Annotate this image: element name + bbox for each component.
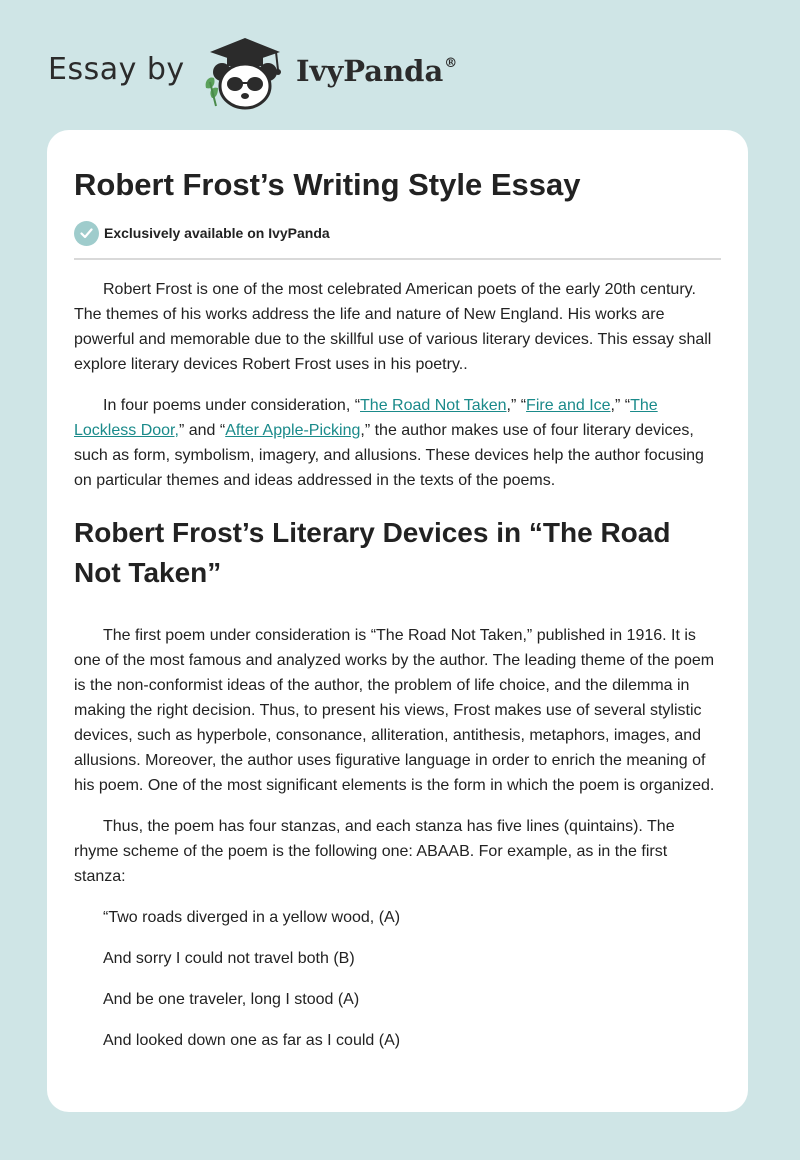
brand-prefix: Essay by	[48, 52, 185, 87]
brand-name-text: IvyPanda	[296, 54, 444, 88]
essay-title: Robert Frost’s Writing Style Essay	[74, 167, 581, 202]
link-after-apple-picking[interactable]: After Apple-Picking	[225, 422, 361, 439]
p2-text-1: In four poems under consideration, “	[103, 397, 361, 414]
verse-line: And looked down one as far as I could (A)	[103, 1032, 401, 1049]
verse-line: “Two roads diverged in a yellow wood, (A)	[103, 909, 401, 926]
panda-logo-icon[interactable]	[200, 36, 290, 110]
paragraph-first-poem: The first poem under consideration is “The Road Not Taken,” published in 1916. It is one of the most famous and analyzed works by the author. The leading theme of the poem is the non-conformist ideas of the author, the problem of life choice, and the dilemma in making the right decision. Thus, to present his views, Frost makes use of several stylistic devices, such as hyperbole, consonance, alliteration, antithesis, metaphors, images, and allusions. Moreover, the author uses figurative language in order to enrich the meaning of his poem. One of the most significant elements is the form in which the poem is organized.	[74, 627, 715, 794]
section-heading: Robert Frost’s Literary Devices in “The Road Not Taken”	[74, 517, 671, 588]
check-icon	[74, 221, 99, 246]
p2-text-4: ” and “	[178, 422, 226, 439]
brand-name[interactable]	[296, 54, 457, 88]
p2-text-5: ,” the author makes use of four literary devices, such as form, symbolism, imagery, and allusions. These devices help the author focusing on particular themes and ideas addressed in the texts of the poems.	[74, 422, 704, 489]
paragraph-stanzas: Thus, the poem has four stanzas, and each stanza has five lines (quintains). The rhyme scheme of the poem is the following one: ABAAB. For example, as in the first stanza:	[74, 818, 675, 885]
paragraph-intro: Robert Frost is one of the most celebrated American poets of the early 20th century. The themes of his works address the life and nature of New England. His works are powerful and memorable due to the skillful use of various literary devices. This essay shall explore literary devices Robert Frost uses in his poetry..	[74, 281, 712, 373]
registered-mark: ®	[444, 56, 458, 71]
link-fire-and-ice[interactable]: Fire and Ice	[526, 397, 611, 414]
essay-card	[47, 130, 748, 1112]
exclusive-label: Exclusively available on IvyPanda	[104, 225, 330, 241]
p2-text-3: ,” “	[610, 397, 631, 414]
paragraph-poems	[74, 393, 721, 493]
link-the-lockless-door[interactable]: The Lockless Door,	[74, 397, 658, 439]
verse-line: And be one traveler, long I stood (A)	[103, 991, 360, 1008]
verse-line: And sorry I could not travel both (B)	[103, 950, 355, 967]
site-header	[0, 0, 800, 130]
link-the-road-not-taken[interactable]: The Road Not Taken	[360, 397, 507, 414]
p2-text-2: ,” “	[506, 397, 527, 414]
exclusive-badge	[74, 220, 721, 246]
title-divider	[74, 258, 721, 260]
